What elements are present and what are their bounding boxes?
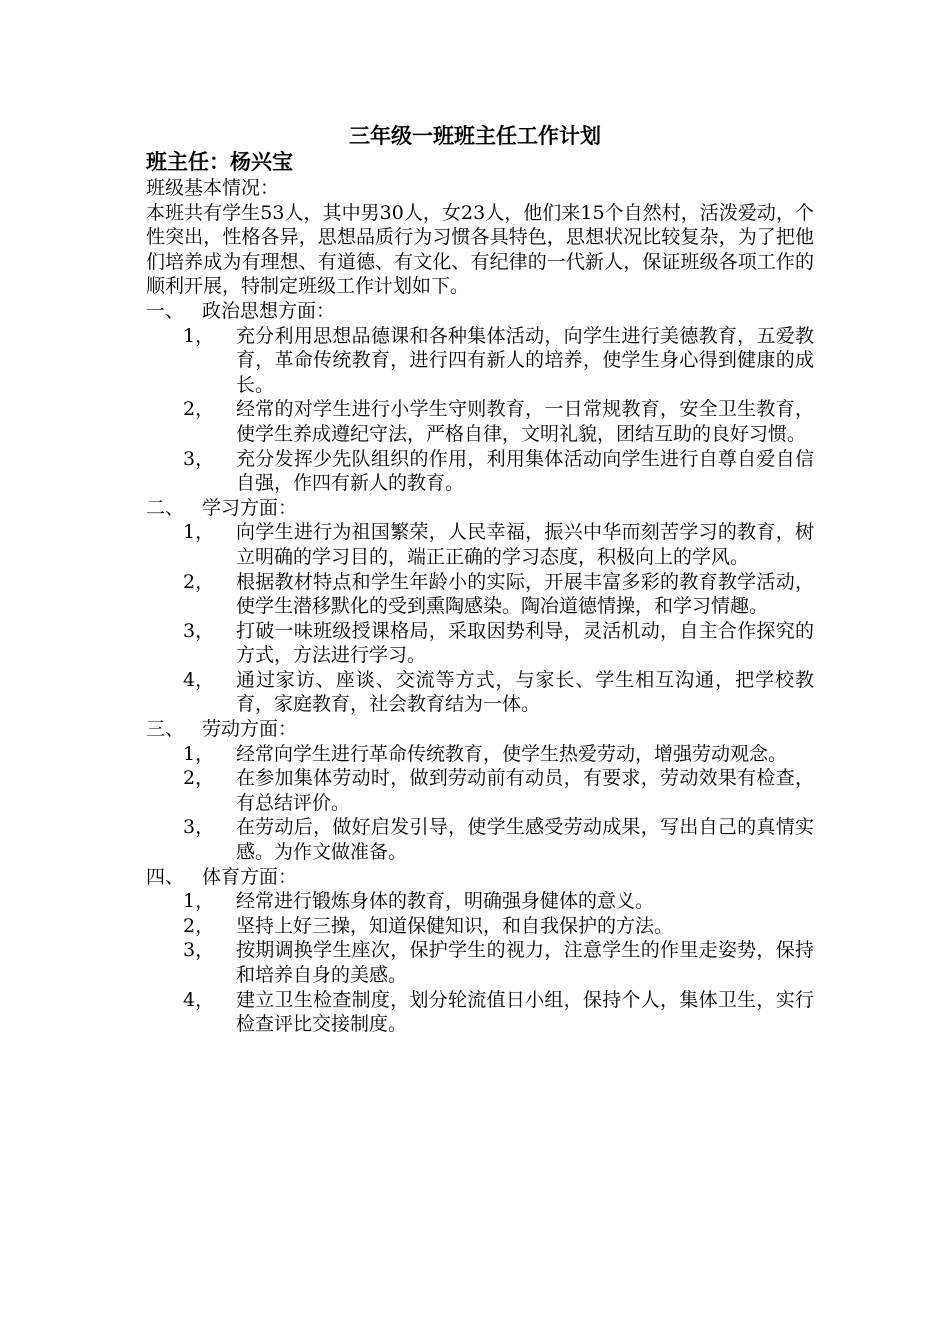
list-item [146,570,814,619]
section-title: 学习方面： [202,496,298,519]
section-heading [146,496,814,521]
item-text: 充分利用思想品德课和各种集体活动，向学生进行美德教育，五爱教育，革命传统教育，进行四有新人的培养，使学生身心得到健康的成长。 [236,324,814,396]
item-number: 3， [183,939,215,962]
section-title: 劳动方面： [202,718,298,741]
list-item [146,668,814,717]
list-item [146,520,814,569]
item-number: 3， [183,816,215,839]
intro-paragraph: 本班共有学生53人，其中男30人，女23人，他们来15个自然村，活泼爱动，个性突出，性格各异，思想品质行为习惯各具特色，思想状况比较复杂，为了把他们培养成为有理想、有道德、有文化、有纪律的一代新人，保证班级各项工作的顺利开展，特制定班级工作计划如下。 [146,201,814,298]
section-study [146,496,814,717]
document-title: 三年级一班班主任工作计划 [349,124,601,148]
section-labor [146,717,814,865]
section-heading [146,865,814,890]
item-text: 在劳动后，做好启发引导，使学生感受劳动成果，写出自己的真情实感。为作文做准备。 [236,816,814,864]
section-number: 四、 [146,865,185,888]
section-number: 二、 [146,496,185,519]
item-text: 打破一味班级授课格局，采取因势利导，灵活机动，自主合作探究的方式，方法进行学习。 [236,619,814,667]
section-number: 三、 [146,718,185,741]
item-number: 1， [183,324,215,347]
item-number: 1， [183,742,215,765]
item-text: 经常进行锻炼身体的教育，明确强身健体的意义。 [236,890,655,913]
list-item [146,988,814,1037]
item-number: 2， [183,398,215,421]
item-text: 充分发挥少先队组织的作用，利用集体活动向学生进行自尊自爱自信自强，作四有新人的教育。 [236,447,814,495]
item-text: 向学生进行为祖国繁荣，人民幸福，振兴中华而刻苦学习的教育，树立明确的学习目的，端正正确的学习态度，积极向上的学风。 [236,521,814,568]
item-number: 2， [183,570,215,593]
section-sports [146,865,814,1037]
list-item [146,815,814,864]
section-number: 一、 [146,299,185,322]
item-text: 建立卫生检查制度，划分轮流值日小组，保持个人，集体卫生，实行检查评比交接制度。 [236,988,814,1036]
section-title: 政治思想方面： [202,299,336,322]
item-number: 1， [183,890,215,913]
item-text: 按期调换学生座次，保护学生的视力，注意学生的作里走姿势，保持和培养自身的美感。 [236,939,814,986]
list-item [146,397,814,446]
item-text: 经常向学生进行革命传统教育，使学生热爱劳动，增强劳动观念。 [236,742,788,765]
document-body [146,176,814,1037]
item-number: 4， [183,668,215,691]
item-number: 2， [183,767,215,790]
item-text: 通过家访、座谈、交流等方式，与家长、学生相互沟通，把学校教育，家庭教育，社会教育结为一体。 [236,668,814,716]
item-text: 根据教材特点和学生年龄小的实际，开展丰富多彩的教育教学活动，使学生潜移默化的受到熏陶感染。陶冶道德情操，和学习情趣。 [236,570,814,618]
section-heading [146,299,814,324]
item-number: 3， [183,447,215,470]
list-item [146,766,814,815]
list-item [146,889,814,914]
item-number: 2， [183,914,215,937]
item-text: 经常的对学生进行小学生守则教育，一日常规教育，安全卫生教育，使学生养成遵纪守法，严格自律，文明礼貌，团结互助的良好习惯。 [236,398,814,445]
list-item [146,324,814,398]
section-title: 体育方面： [202,865,298,888]
item-number: 3， [183,619,215,642]
list-item [146,619,814,668]
list-item [146,938,814,987]
section-politics [146,299,814,496]
item-number: 1， [183,521,215,544]
item-number: 4， [183,988,215,1011]
list-item [146,914,814,939]
basic-situation-heading: 班级基本情况： [146,177,280,199]
item-text: 坚持上好三操，知道保健知识，和自我保护的方法。 [236,914,674,937]
list-item [146,447,814,496]
teacher-name: 班主任：杨兴宝 [146,150,293,174]
item-text: 在参加集体劳动时，做到劳动前有动员，有要求，劳动效果有检查，有总结评价。 [236,767,814,814]
list-item [146,742,814,767]
section-heading [146,717,814,742]
